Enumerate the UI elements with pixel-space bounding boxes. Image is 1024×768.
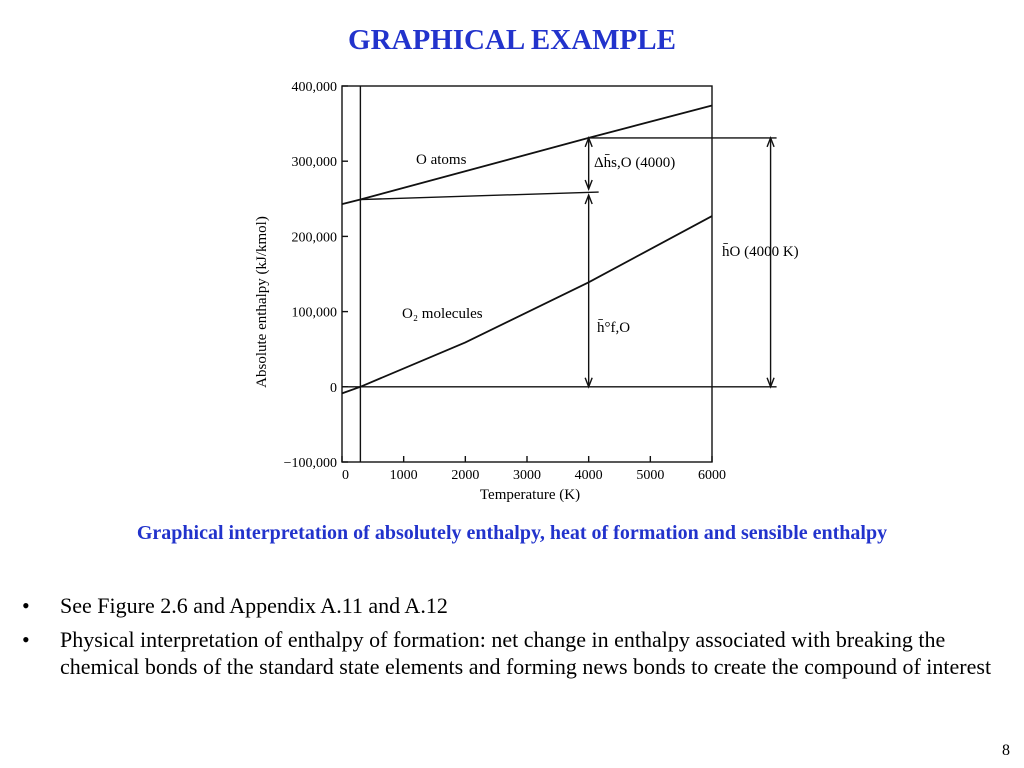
y-tick-label: −100,000 [283,456,337,471]
series-label-o-atoms: O atoms [416,152,467,168]
y-tick-label: 400,000 [291,80,337,95]
bullet-dot: • [22,593,30,618]
bullet-item [22,592,1007,619]
y-tick-label: 300,000 [291,155,337,171]
series-line-o2-molecules [342,216,712,393]
y-axis-label: Absolute enthalpy (kJ/kmol) [254,216,270,388]
annotation-absolute-enthalpy: h̄O (4000 K) [722,244,799,260]
x-tick-label: 6000 [698,468,726,483]
annotation-heat-of-formation: h̄°f,O [597,320,631,336]
x-tick-label: 0 [342,468,349,483]
x-axis-label: Temperature (K) [479,487,581,503]
bullet-dot: • [22,627,30,652]
x-tick-label: 4000 [574,468,603,483]
reference-enthalpy-guide [360,192,598,200]
figure-caption: Graphical interpretation of absolutely enthalpy, heat of formation and sensible enthalpy [136,522,888,544]
enthalpy-chart [230,70,830,510]
y-tick-label: 200,000 [291,230,337,246]
bullet-item [22,626,1007,680]
series-label-o2-molecules: O₂ molecules [402,306,483,322]
plot-frame [342,86,712,462]
x-tick-label: 1000 [389,468,418,483]
page-number: 8 [1002,742,1010,759]
x-tick-label: 2000 [451,468,480,483]
bullet-list [22,592,1007,687]
bullet-text: Physical interpretation of enthalpy of formation: net change in enthalpy associated with breaking the chemical bonds of the standard state elements and forming news bonds to create the compound of interest [60,627,992,679]
bullet-text: See Figure 2.6 and Appendix A.11 and A.12 [60,593,448,618]
y-tick-label: 0 [330,380,337,396]
x-tick-label: 5000 [636,468,665,483]
slide-title: GRAPHICAL EXAMPLE [348,24,676,56]
annotation-sensible-enthalpy: Δh̄s,O (4000) [594,155,676,171]
x-tick-label: 3000 [513,468,541,483]
y-tick-label: 100,000 [291,305,337,321]
